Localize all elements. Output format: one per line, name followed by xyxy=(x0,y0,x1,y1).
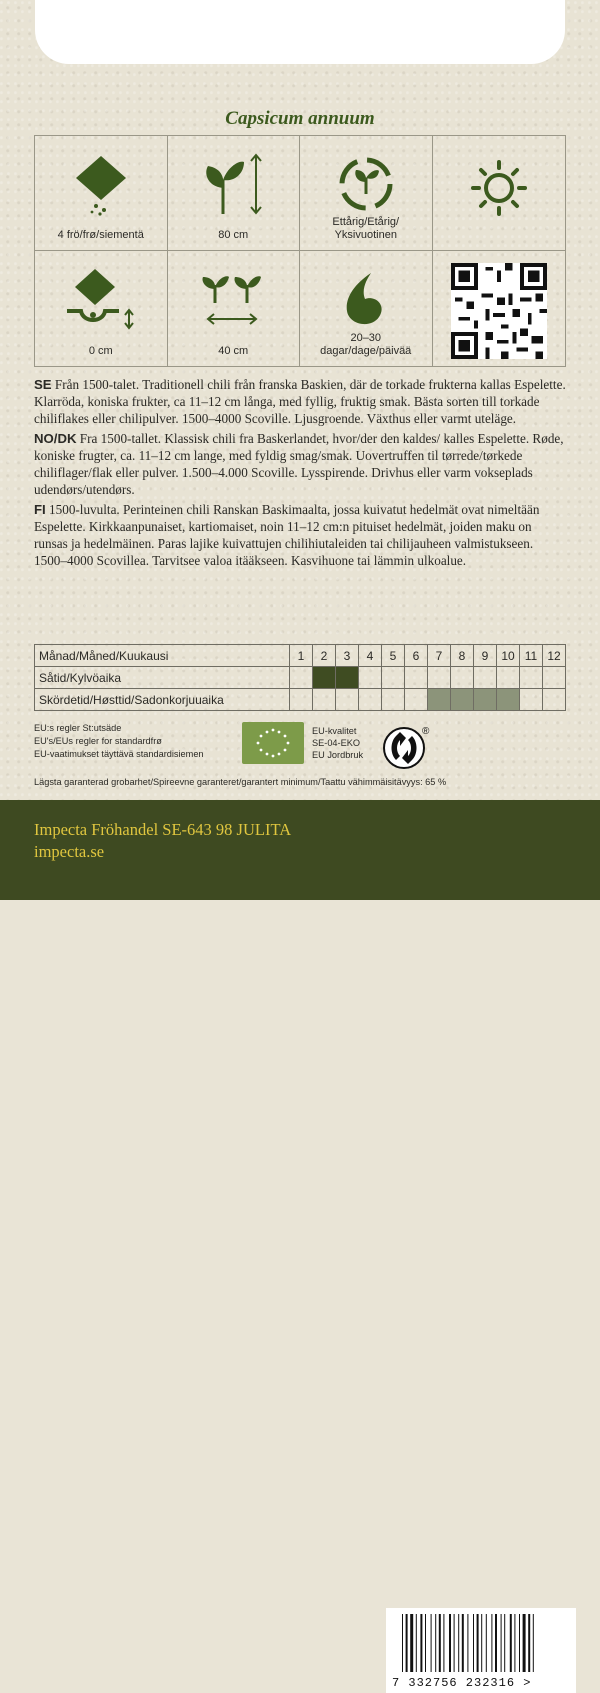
seed-packet-icon xyxy=(66,148,136,218)
calendar-cell xyxy=(451,667,474,689)
barcode-bar xyxy=(523,1614,526,1672)
barcode-bar xyxy=(467,1614,468,1672)
barcode-bar xyxy=(495,1614,497,1672)
cell-sowing-depth xyxy=(35,251,168,366)
calendar-cell xyxy=(474,689,497,711)
barcode-bar xyxy=(439,1614,441,1672)
cell-plant-height xyxy=(168,136,301,251)
company-address: Impecta Fröhandel SE-643 98 JULITA xyxy=(34,820,292,839)
month-header-5: 5 xyxy=(382,645,405,667)
plant-spacing-icon xyxy=(195,263,271,339)
barcode-bar xyxy=(458,1614,459,1672)
calendar-cell xyxy=(520,689,543,711)
annual-cycle-icon xyxy=(331,148,401,218)
sun-icon xyxy=(463,148,535,220)
month-header-3: 3 xyxy=(336,645,359,667)
calendar-cell xyxy=(474,667,497,689)
barcode-bar xyxy=(454,1614,455,1672)
month-header-7: 7 xyxy=(428,645,451,667)
barcode-bar xyxy=(481,1614,482,1672)
month-header-8: 8 xyxy=(451,645,474,667)
barcode-bar xyxy=(402,1614,403,1672)
barcode-bar xyxy=(486,1614,487,1672)
calendar-cell xyxy=(336,689,359,711)
calendar-cell xyxy=(451,689,474,711)
calendar-cell xyxy=(405,689,428,711)
germination-label: 20–30 dagar/dage/päivää xyxy=(320,332,412,357)
plant-spacing-label: 40 cm xyxy=(218,345,249,357)
svg-text:®: ® xyxy=(422,726,430,737)
sowing-depth-label: 0 cm xyxy=(88,345,113,357)
month-header-12: 12 xyxy=(543,645,566,667)
calendar-row-label: Skördetid/Høsttid/Sadonkorjuuaika xyxy=(35,689,290,711)
plant-height-icon xyxy=(198,148,268,218)
calendar-cell xyxy=(497,689,520,711)
calendar-cell xyxy=(543,667,566,689)
barcode-bar xyxy=(462,1614,464,1672)
calendar-row-harvest xyxy=(35,689,566,711)
calendar-cell xyxy=(382,667,405,689)
calendar-header: Månad/Måned/Kuukausi xyxy=(35,645,290,667)
calendar-cell xyxy=(359,667,382,689)
cell-sun xyxy=(433,136,566,251)
germination-icon xyxy=(331,263,401,333)
cell-spacing xyxy=(168,251,301,366)
barcode-bar xyxy=(449,1614,451,1672)
eu-leaf-icon xyxy=(242,722,304,764)
company-website[interactable]: impecta.se xyxy=(34,842,105,861)
month-header-10: 10 xyxy=(497,645,520,667)
eu-organic-info: EU-kvalitet SE-04-EKO EU Jordbruk xyxy=(312,726,364,760)
germination-guarantee: Lägsta garanterad grobarhet/Spireevne garanteret/garantert minimum/Taattu vähimmäisitävyys: 65 % xyxy=(34,777,447,787)
descriptions xyxy=(34,376,566,572)
month-header-9: 9 xyxy=(474,645,497,667)
calendar-cell xyxy=(336,667,359,689)
hang-hole xyxy=(35,0,565,64)
barcode-bar xyxy=(443,1614,444,1672)
barcode-bar xyxy=(410,1614,413,1672)
barcode-bar xyxy=(435,1614,436,1672)
barcode-bar xyxy=(420,1614,422,1672)
barcode-bar xyxy=(431,1614,432,1672)
calendar-row-sowing xyxy=(35,667,566,689)
calendar-cell xyxy=(313,667,336,689)
barcode-bar xyxy=(425,1614,426,1672)
barcode-bar xyxy=(533,1614,534,1672)
month-header-11: 11 xyxy=(520,645,543,667)
growing-calendar xyxy=(34,644,566,711)
calendar-row-label: Såtid/Kylvöaika xyxy=(35,667,290,689)
barcode-bar xyxy=(473,1614,474,1672)
barcode-bar xyxy=(514,1614,515,1672)
month-header-2: 2 xyxy=(313,645,336,667)
calendar-cell xyxy=(497,667,520,689)
calendar-cell xyxy=(359,689,382,711)
calendar-cell xyxy=(428,667,451,689)
plant-height-label: 80 cm xyxy=(218,229,249,241)
description-se: SE Från 1500-talet. Traditionell chili från franska Baskien, där de torkade frukterna kallas Espelette. Klarröda, koniska frukter, ca 11–12 cm långa, med fyllig, fruktig smak. Bästa sorten till torkade chiliflakes eller chilipulver. 1500–4000 Scoville. Ljusgroende. Växthus eller varmt uteläge. xyxy=(34,377,566,426)
calendar-cell xyxy=(428,689,451,711)
barcode-bar xyxy=(519,1614,520,1672)
calendar-cell xyxy=(313,689,336,711)
cell-germination xyxy=(300,251,433,366)
calendar-cell xyxy=(290,667,313,689)
barcode xyxy=(386,1608,576,1693)
species-name: Capsicum annuum xyxy=(225,108,375,129)
calendar-cell xyxy=(520,667,543,689)
barcode-bar xyxy=(477,1614,479,1672)
calendar-cell xyxy=(290,689,313,711)
month-header-4: 4 xyxy=(359,645,382,667)
description-fi: FI 1500-luvulta. Perinteinen chili Ranskan Baskimaalta, jossa kuivatut hedelmät ovat nimeltään Espelette. Kirkkaanpunaiset, kartiomaiset, noin 11–12 cm:n pituiset hedelmät, joiden maku on runsas ja hedelmäinen. Paras lajike kuivattujen chilihiutaleiden tai chilijauheen valmistukseen. 1500–4000 Scovillea. Tarvitsee valoa itääkseen. Kasvihuone tai lämmin ulkoalue. xyxy=(34,502,540,568)
seed-standard-notice: EU:s regler St:utsäde EU's/EUs regler for standardfrø EU-vaatimukset täyttävä standardisiemen xyxy=(34,723,204,759)
barcode-bar xyxy=(491,1614,492,1672)
barcode-bar xyxy=(528,1614,530,1672)
sowing-depth-icon xyxy=(63,263,139,339)
calendar-cell xyxy=(382,689,405,711)
life-cycle-label: Ettårig/Etårig/ Yksivuotinen xyxy=(332,216,400,241)
cell-life-cycle xyxy=(300,136,433,251)
barcode-bar xyxy=(501,1614,502,1672)
cell-seed-count xyxy=(35,136,168,251)
barcode-bars xyxy=(400,1614,564,1672)
barcode-number: 7 332756 232316 > xyxy=(392,1676,532,1690)
footer xyxy=(0,800,600,1690)
month-header-6: 6 xyxy=(405,645,428,667)
description-no-dk: NO/DK Fra 1500-tallet. Klassisk chili fra Baskerlandet, hvor/der den kaldes/ kalles Espelette. Røde, koniske frugter, ca. 11–12 cm lange, med fyldig smag/smak. Uovertruffen til tørrede/tørkede chiliflager/flak eller pulver. 1.500–4.000 Scoville. Lysspirende. Drivhus eller varm vokseplads udendørs/utendørs. xyxy=(34,431,564,497)
info-icon-grid xyxy=(34,135,566,367)
calendar-header-row xyxy=(35,645,566,667)
seed-count-label: 4 frö/frø/siementä xyxy=(57,229,144,241)
calendar-cell xyxy=(405,667,428,689)
qr-code-icon[interactable] xyxy=(451,263,547,359)
eu-organic-leaf-logo xyxy=(242,722,304,764)
barcode-bar xyxy=(406,1614,408,1672)
barcode-bar xyxy=(510,1614,512,1672)
month-header-1: 1 xyxy=(290,645,313,667)
barcode-bar xyxy=(504,1614,505,1672)
green-dot-recycling-icon xyxy=(382,724,434,772)
calendar-cell xyxy=(543,689,566,711)
cell-qr xyxy=(433,251,566,366)
barcode-bar xyxy=(416,1614,417,1672)
